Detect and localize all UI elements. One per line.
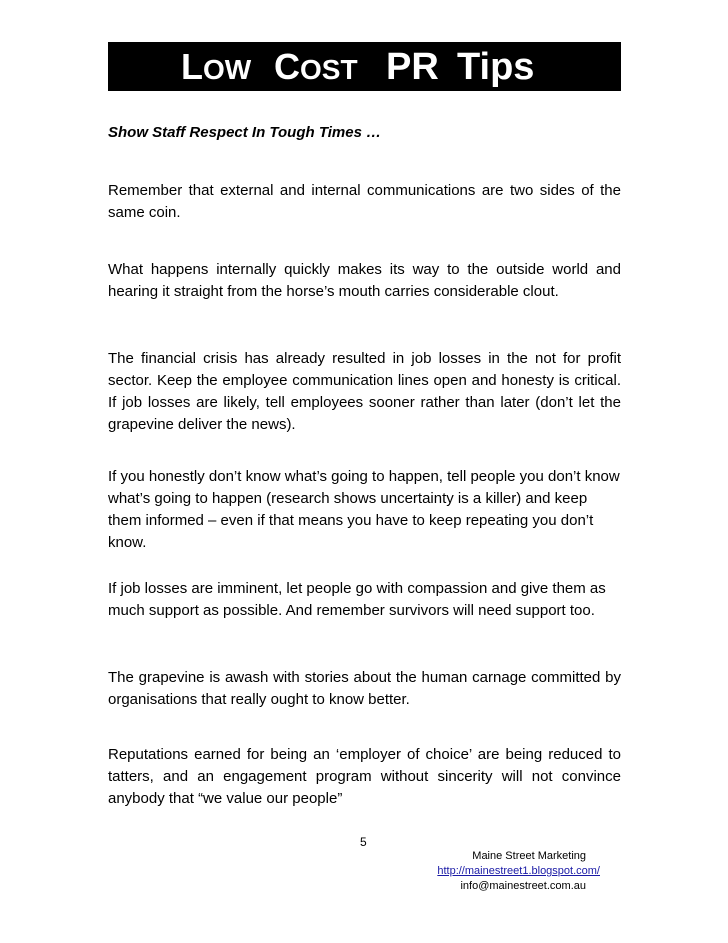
paragraph: Reputations earned for being an ‘employer of choice’ are being reduced to tatters, and an engagement program without sincerity will not convince anybody that “we value our people” <box>108 746 621 807</box>
footer-contact <box>437 849 600 894</box>
paragraph: The financial crisis has already resulted in job losses in the not for profit sector. Keep the employee communication lines open and honesty is critical. If job losses are likely, tell employees sooner rather than later (don’t let the grapevine deliver the news). <box>108 350 621 433</box>
title-word-pr: PR <box>386 45 439 88</box>
page-number: 5 <box>360 835 367 849</box>
paragraph: Remember that external and internal communications are two sides of the same coin. <box>108 182 621 221</box>
title-banner <box>108 42 621 91</box>
paragraph: If job losses are imminent, let people go with compassion and give them as much support as possible. And remember survivors will need support too. <box>108 580 606 619</box>
title-word-cost: COST <box>274 45 358 87</box>
paragraph: The grapevine is awash with stories about the human carnage committed by organisations that really ought to know better. <box>108 669 621 708</box>
title-word-low: LOW <box>181 45 252 87</box>
footer-email: info@mainestreet.com.au <box>460 880 586 892</box>
paragraph: What happens internally quickly makes its way to the outside world and hearing it straight from the horse’s mouth carries considerable clout. <box>108 261 621 300</box>
article-subtitle: Show Staff Respect In Tough Times … <box>108 124 382 141</box>
title-word-tips: Tips <box>457 45 535 88</box>
paragraph: If you honestly don’t know what’s going to happen, tell people you don’t know what’s going to happen (research shows uncertainty is a killer) and keep them informed – even if that means you have to keep repeating you don’t know. <box>108 468 620 551</box>
footer-url-link[interactable]: http://mainestreet1.blogspot.com/ <box>437 865 600 877</box>
footer-company: Maine Street Marketing <box>472 850 586 862</box>
